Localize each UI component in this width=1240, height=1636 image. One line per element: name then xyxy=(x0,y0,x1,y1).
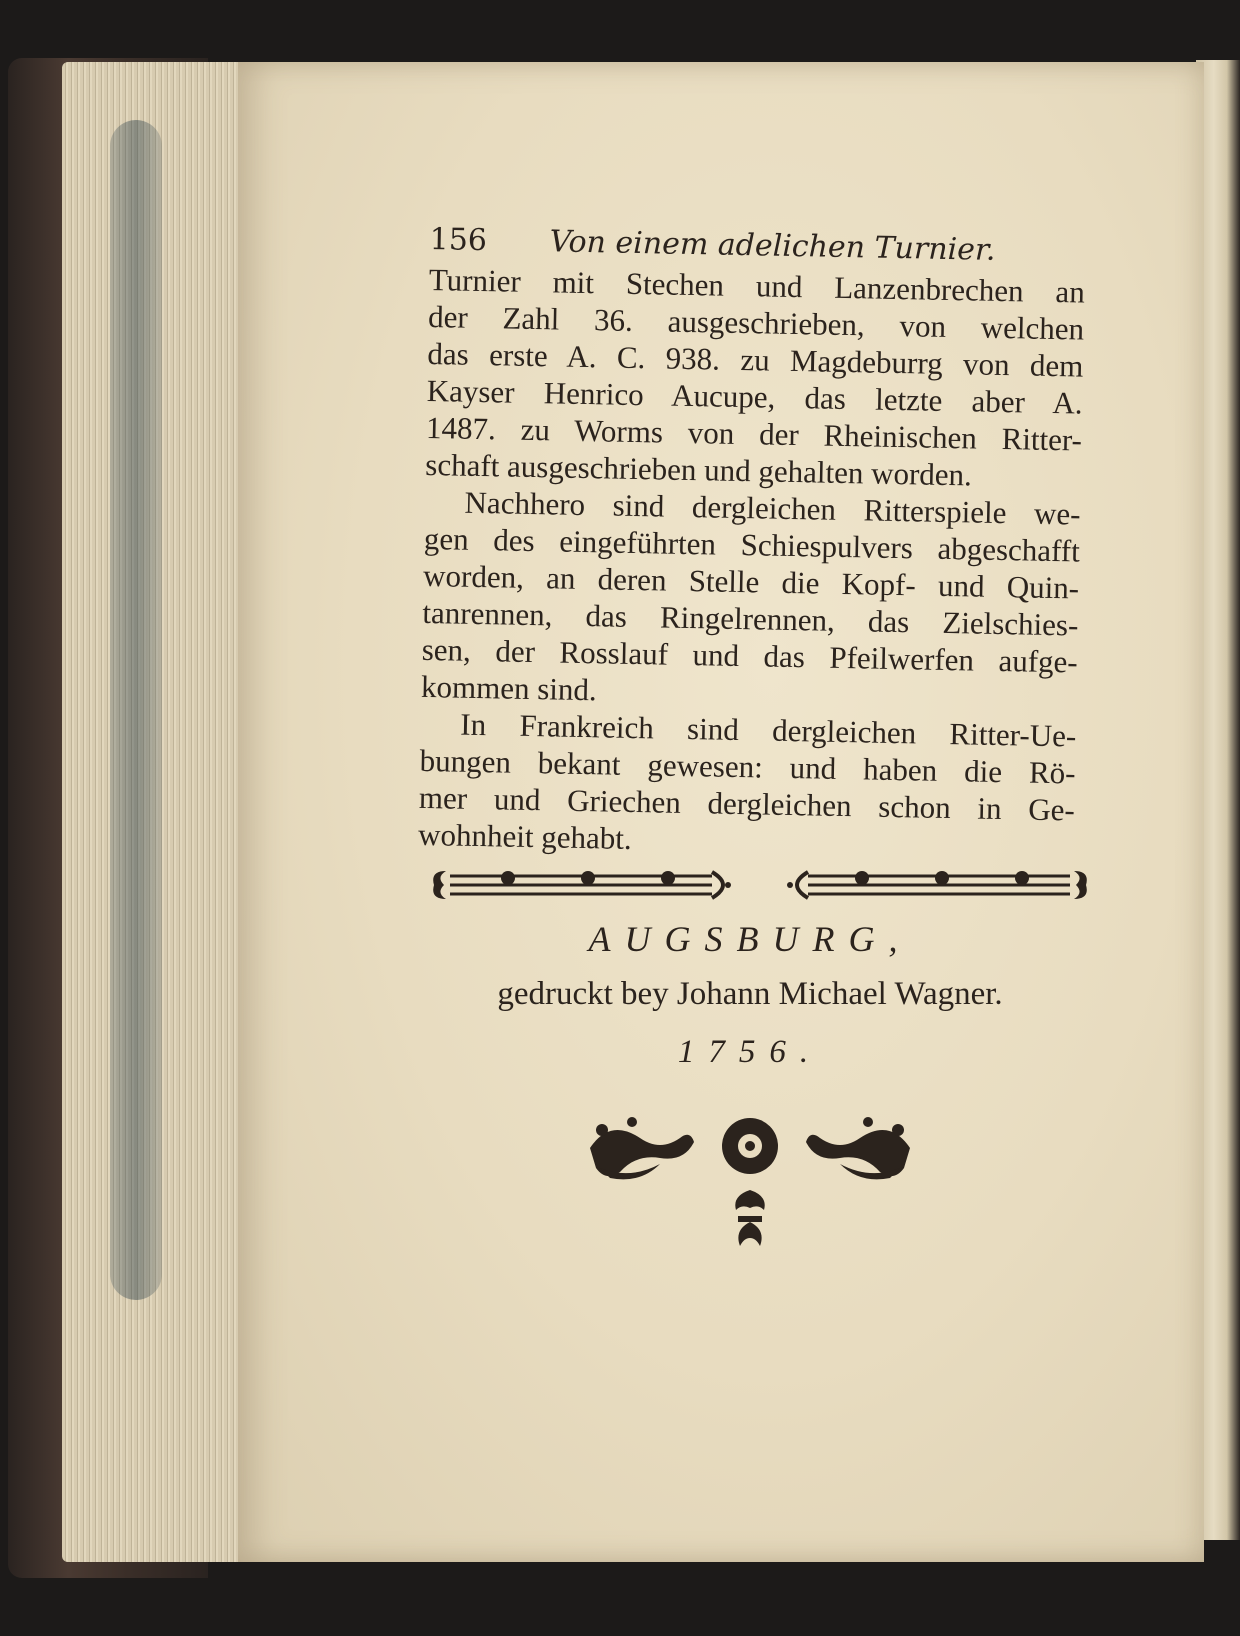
text-line: worden, an deren Stelle die Kopf- und Quin- xyxy=(422,557,1080,606)
text-line: wohnheit gehabt. xyxy=(417,816,633,856)
text-line: 1487. zu Worms von der Rheinischen Ritter- xyxy=(425,409,1083,458)
running-title: Von einem adelichen Turnier. xyxy=(549,224,996,268)
imprint xyxy=(440,918,1060,1078)
imprint-printer: gedruckt bey Johann Michael Wagner. xyxy=(497,976,1003,1012)
ornament-rule xyxy=(428,860,1092,910)
text-line: gen des eingeführten Schiespulvers abgeschafft xyxy=(423,520,1081,569)
text-line: der Zahl 36. ausgeschrieben, von welchen xyxy=(427,298,1085,347)
text-line: kommen sind. xyxy=(420,668,598,708)
text-line: das erste A. C. 938. zu Magdeburrg von dem xyxy=(427,335,1084,384)
imprint-year: 1756. xyxy=(677,1034,823,1070)
imprint-city: AUGSBURG, xyxy=(588,919,912,959)
fleuron-icon xyxy=(580,1108,920,1258)
text-line: tanrennen, das Ringelrennen, das Zielschies- xyxy=(422,594,1079,643)
page-number: 156 xyxy=(429,222,488,259)
text-block xyxy=(418,222,1086,865)
ornament-rule-left-icon xyxy=(428,862,738,908)
page-edge-stain xyxy=(110,120,162,1300)
text-line: In Frankreich sind dergleichen Ritter-Ue- xyxy=(460,706,1077,754)
text-line: Kayser Henrico Aucupe, das letzte aber A. xyxy=(426,372,1083,421)
ornament-rule-right-icon xyxy=(782,862,1092,908)
text-line: bungen bekant gewesen: und haben die Rö- xyxy=(419,742,1076,791)
text-line: Turnier mit Stechen und Lanzenbrechen an xyxy=(428,261,1086,310)
text-line: sen, der Rosslauf und das Pfeilwerfen aufge- xyxy=(421,631,1079,680)
text-line: mer und Griechen dergleichen schon in Ge- xyxy=(418,779,1076,828)
text-line: Nachhero sind dergleichen Ritterspiele we- xyxy=(464,484,1081,532)
text-line: schaft ausgeschrieben und gehalten worden. xyxy=(425,446,973,493)
